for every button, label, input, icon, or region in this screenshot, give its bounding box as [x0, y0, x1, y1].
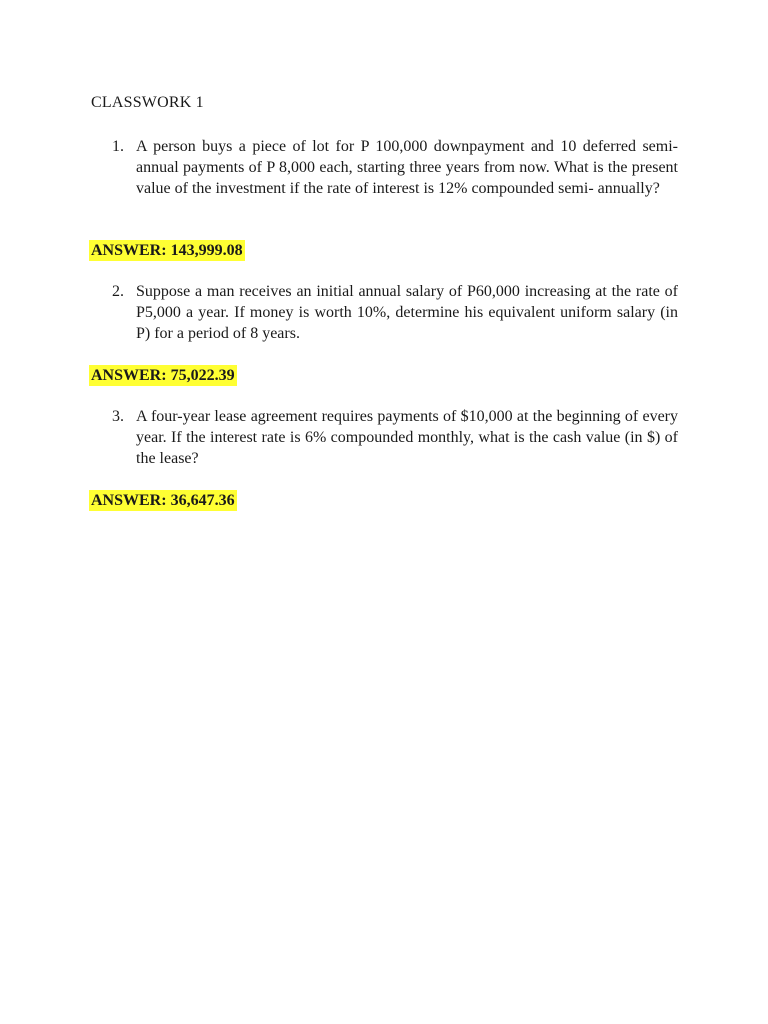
- page-title: CLASSWORK 1: [91, 94, 204, 111]
- question-number: 1.: [112, 138, 124, 155]
- question-text: A four-year lease agreement requires payments of $10,000 at the beginning of every year. If the interest rate is 6% compounded monthly, what is the cash value (in $) of the lease?: [136, 408, 678, 467]
- question-number: 2.: [112, 283, 124, 300]
- question-1: [112, 136, 678, 199]
- answer-3-highlight: ANSWER: 36,647.36: [91, 492, 235, 509]
- question-text: Suppose a man receives an initial annual salary of P60,000 increasing at the rate of P5,000 a year. If money is worth 10%, determine his equivalent uniform salary (in P) for a period of 8 years.: [136, 283, 678, 342]
- question-text: A person buys a piece of lot for P 100,000 downpayment and 10 deferred semi- annual payments of P 8,000 each, starting three years from now. What is the present value of the investment if the rate of interest is 12% compounded semi- annually?: [136, 138, 678, 197]
- question-2: [112, 281, 678, 344]
- answer-1-highlight: ANSWER: 143,999.08: [91, 242, 243, 259]
- question-3: [112, 406, 678, 469]
- question-number: 3.: [112, 408, 124, 425]
- answer-2-highlight: ANSWER: 75,022.39: [91, 367, 235, 384]
